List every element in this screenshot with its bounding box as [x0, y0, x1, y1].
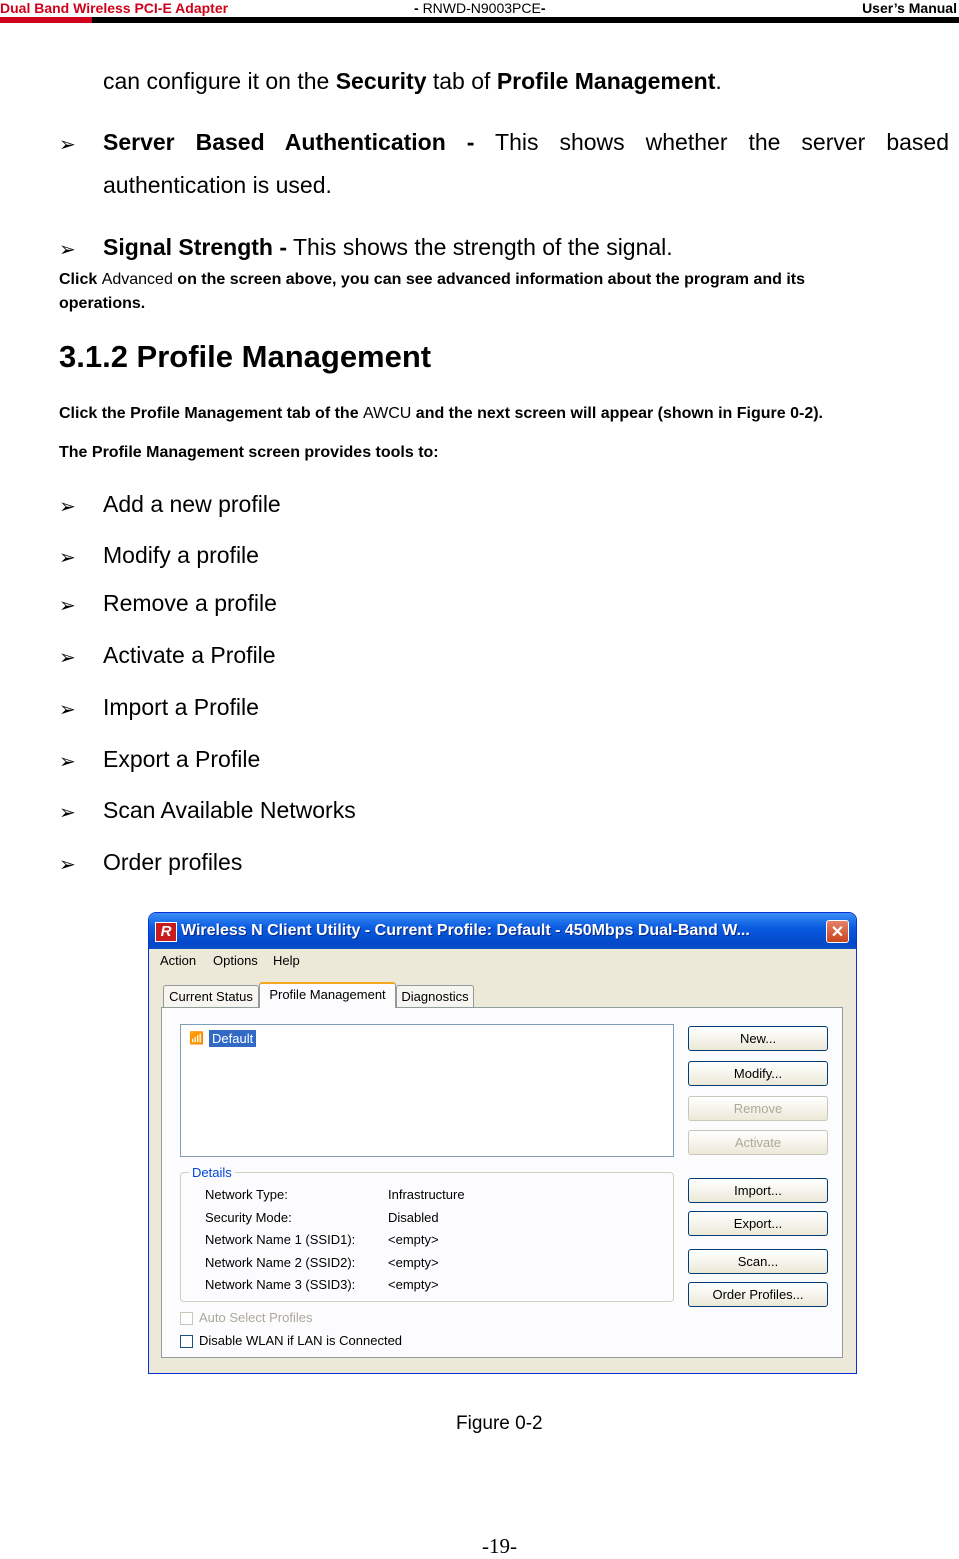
- detail-value: <empty>: [388, 1277, 439, 1292]
- import-button[interactable]: Import...: [688, 1178, 828, 1203]
- menu-action[interactable]: Action: [160, 953, 197, 968]
- detail-key: Security Mode:: [205, 1210, 292, 1225]
- list-item: Activate a Profile: [103, 642, 276, 668]
- close-button[interactable]: ✕: [826, 920, 849, 943]
- header-product: Dual Band Wireless PCI-E Adapter: [0, 0, 229, 16]
- figure-caption: Figure 0-2: [456, 1413, 543, 1434]
- detail-key: Network Name 2 (SSID2):: [205, 1255, 356, 1270]
- detail-value: <empty>: [388, 1232, 439, 1247]
- scan-button[interactable]: Scan...: [688, 1249, 828, 1274]
- tab-profile-management[interactable]: Profile Management: [259, 982, 396, 1008]
- detail-key: Network Name 3 (SSID3):: [205, 1277, 356, 1292]
- header-rule: [0, 17, 959, 23]
- list-item: Import a Profile: [103, 694, 259, 720]
- new-button[interactable]: New...: [688, 1026, 828, 1051]
- menu-help[interactable]: Help: [273, 953, 300, 968]
- section-title: 3.1.2 Profile Management: [59, 339, 432, 374]
- profile-list[interactable]: [180, 1024, 674, 1157]
- tab-current-status[interactable]: Current Status: [163, 985, 259, 1007]
- menu-bar: [149, 949, 856, 971]
- intro-text: can configure it on the Security tab of Profile Management.: [103, 68, 722, 94]
- bullet-icon: ➢: [59, 134, 76, 156]
- advanced-note: Click Advanced on the screen above, you can see advanced information about the program and its operations.: [59, 271, 805, 312]
- tools-intro: The Profile Management screen provides tools to:: [59, 444, 439, 461]
- list-item: Add a new profile: [103, 491, 281, 517]
- app-logo-icon: R: [155, 922, 177, 942]
- list-item: Order profiles: [103, 849, 243, 875]
- modify-button[interactable]: Modify...: [688, 1061, 828, 1086]
- activate-button[interactable]: Activate: [688, 1130, 828, 1155]
- wireless-profile-icon: 📶: [189, 1031, 204, 1045]
- order-profiles-button[interactable]: Order Profiles...: [688, 1282, 828, 1307]
- bullet-signal-strength: Signal Strength - This shows the strength of the signal.: [103, 234, 673, 260]
- bullet-icon: ➢: [59, 854, 76, 876]
- header-model: - RNWD-N9003PCE-: [414, 0, 546, 16]
- client-utility-window: [148, 912, 857, 1374]
- details-label: Details: [189, 1165, 235, 1180]
- bullet-icon: ➢: [59, 595, 76, 617]
- auto-select-label: Auto Select Profiles: [199, 1310, 313, 1325]
- bullet-icon: ➢: [59, 699, 76, 721]
- bullet-icon: ➢: [59, 239, 76, 261]
- page-number: -19-: [482, 1534, 517, 1558]
- detail-value: <empty>: [388, 1255, 439, 1270]
- detail-value: Disabled: [388, 1210, 439, 1225]
- section-intro: Click the Profile Management tab of the AWCU and the next screen will appear (shown in Figure 0-2).: [59, 405, 823, 422]
- bullet-server-auth: Server Based Authentication - This shows whether the server based: [103, 129, 949, 155]
- bullet-icon: ➢: [59, 802, 76, 824]
- bullet-icon: ➢: [59, 547, 76, 569]
- bullet-icon: ➢: [59, 751, 76, 773]
- profile-item-default[interactable]: Default: [209, 1030, 256, 1047]
- detail-key: Network Name 1 (SSID1):: [205, 1232, 356, 1247]
- auto-select-checkbox[interactable]: [180, 1312, 193, 1325]
- bullet-server-auth-cont: authentication is used.: [103, 172, 332, 198]
- list-item: Remove a profile: [103, 590, 277, 616]
- list-item: Scan Available Networks: [103, 797, 356, 823]
- window-title: Wireless N Client Utility - Current Profile: Default - 450Mbps Dual-Band W...: [181, 922, 750, 939]
- disable-wlan-label: Disable WLAN if LAN is Connected: [199, 1333, 403, 1348]
- window-titlebar[interactable]: [149, 913, 856, 949]
- export-button[interactable]: Export...: [688, 1211, 828, 1236]
- disable-wlan-checkbox[interactable]: [180, 1335, 193, 1348]
- header-manual: User’s Manual: [862, 0, 957, 16]
- header-rule-accent: [0, 17, 92, 23]
- menu-options[interactable]: Options: [213, 953, 258, 968]
- detail-value: Infrastructure: [388, 1187, 465, 1202]
- bullet-icon: ➢: [59, 647, 76, 669]
- tab-diagnostics[interactable]: Diagnostics: [396, 985, 474, 1007]
- detail-key: Network Type:: [205, 1187, 288, 1202]
- bullet-icon: ➢: [59, 496, 76, 518]
- remove-button[interactable]: Remove: [688, 1096, 828, 1121]
- list-item: Modify a profile: [103, 542, 259, 568]
- list-item: Export a Profile: [103, 746, 261, 772]
